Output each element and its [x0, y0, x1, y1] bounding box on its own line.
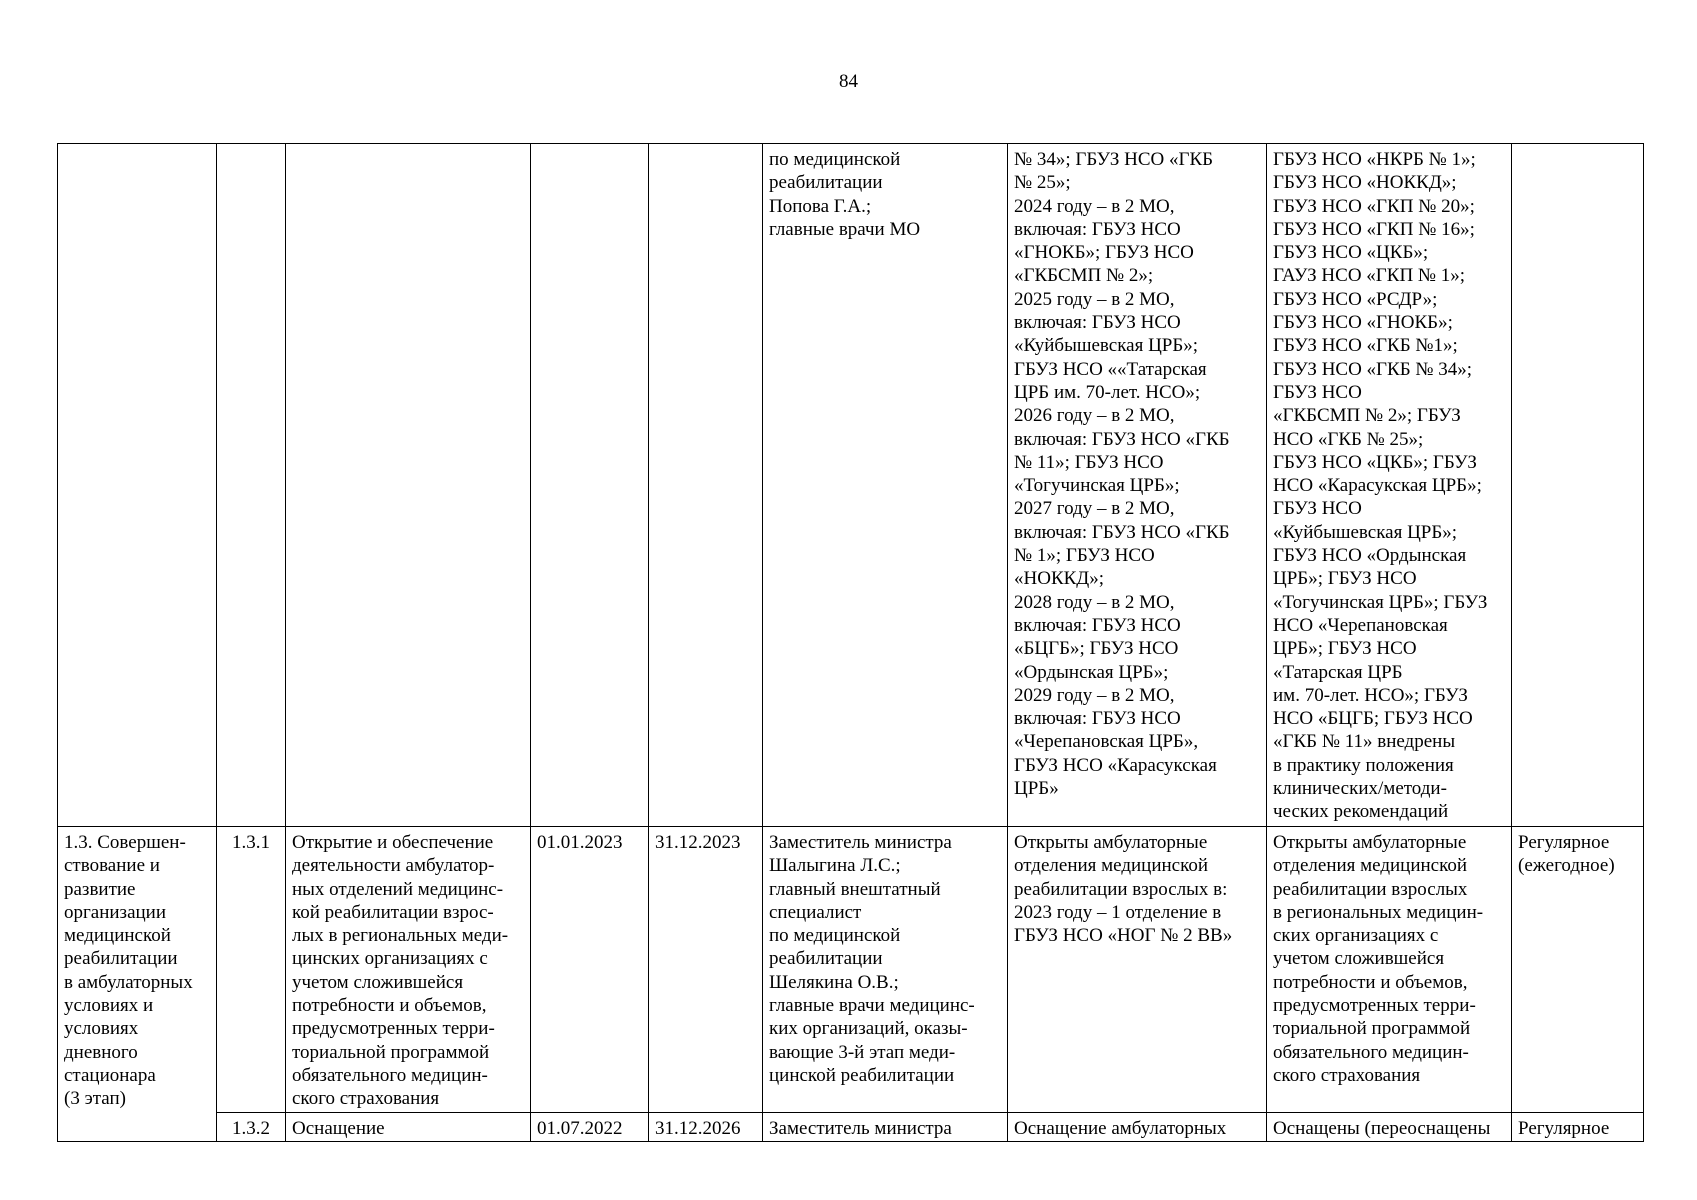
activities-table: [57, 143, 1644, 1142]
number-cell: 1.3.1: [217, 827, 286, 1113]
indicator-cell: Открыты амбулаторные отделения медицинской реабилитации взрослых в: 2023 году – 1 отделение в ГБУЗ НСО «НОГ № 2 ВВ»: [1008, 827, 1267, 1113]
event-cell: Открытие и обеспечение деятельности амбулатор- ных отделений медицинс- кой реабилитации взрос- лых в региональных меди- цинских организациях с учетом сложившейся потребности и объемов, предусмотренных терри- ториальной программой обязательного медицин- ского страхования: [286, 827, 531, 1113]
end-date-cell: 31.12.2023: [649, 827, 763, 1113]
event-cell: Оснащение: [286, 1113, 531, 1142]
result-cell: ГБУЗ НСО «НКРБ № 1»; ГБУЗ НСО «НОККД»; ГБУЗ НСО «ГКП № 20»; ГБУЗ НСО «ГКП № 16»; ГБУЗ НСО «ЦКБ»; ГАУЗ НСО «ГКП № 1»; ГБУЗ НСО «РСДР»; ГБУЗ НСО «ГНОКБ»; ГБУЗ НСО «ГКБ №1»; ГБУЗ НСО «ГКБ № 34»; ГБУЗ НСО «ГКБСМП № 2»; ГБУЗ НСО «ГКБ № 25»; ГБУЗ НСО «ЦКБ»; ГБУЗ НСО «Карасукская ЦРБ»; ГБУЗ НСО «Куйбышевская ЦРБ»; ГБУЗ НСО «Ордынская ЦРБ»; ГБУЗ НСО «Тогучинская ЦРБ»; ГБУЗ НСО «Черепановская ЦРБ»; ГБУЗ НСО «Татарская ЦРБ им. 70-лет. НСО»; ГБУЗ НСО «БЦГБ; ГБУЗ НСО «ГКБ № 11» внедрены в практику положения клинических/методи- ческих рекомендаций: [1267, 144, 1512, 827]
section-cell: 1.3. Совершен- ствование и развитие организации медицинской реабилитации в амбулаторных условиях и условиях дневного стационара (3 этап): [58, 827, 217, 1142]
responsible-cell: Заместитель министра Шалыгина Л.С.; главный внештатный специалист по медицинской реабилитации Шелякина О.В.; главные врачи медицинс- ких организаций, оказы- вающие 3-й этап меди- цинской реабилитации: [763, 827, 1008, 1113]
end-date-cell: 31.12.2026: [649, 1113, 763, 1142]
type-cell: [1512, 144, 1644, 827]
table-row: [58, 827, 1644, 1113]
start-date-cell: [531, 144, 649, 827]
number-cell: 1.3.2: [217, 1113, 286, 1142]
page-number: 84: [839, 71, 858, 92]
start-date-cell: 01.01.2023: [531, 827, 649, 1113]
start-date-cell: 01.07.2022: [531, 1113, 649, 1142]
section-cell: [58, 144, 217, 827]
type-cell: Регулярное: [1512, 1113, 1644, 1142]
table-row: [58, 144, 1644, 827]
event-cell: [286, 144, 531, 827]
type-cell: Регулярное (ежегодное): [1512, 827, 1644, 1113]
responsible-cell: по медицинской реабилитации Попова Г.А.; главные врачи МО: [763, 144, 1008, 827]
result-cell: Открыты амбулаторные отделения медицинской реабилитации взрослых в региональных медицин- ских организациях с учетом сложившейся потребности и объемов, предусмотренных терри- ториальной программой обязательного медицин- ского страхования: [1267, 827, 1512, 1113]
responsible-cell: Заместитель министра: [763, 1113, 1008, 1142]
indicator-cell: № 34»; ГБУЗ НСО «ГКБ № 25»; 2024 году – в 2 МО, включая: ГБУЗ НСО «ГНОКБ»; ГБУЗ НСО «ГКБСМП № 2»; 2025 году – в 2 МО, включая: ГБУЗ НСО «Куйбышевская ЦРБ»; ГБУЗ НСО ««Татарская ЦРБ им. 70-лет. НСО»; 2026 году – в 2 МО, включая: ГБУЗ НСО «ГКБ № 11»; ГБУЗ НСО «Тогучинская ЦРБ»; 2027 году – в 2 МО, включая: ГБУЗ НСО «ГКБ № 1»; ГБУЗ НСО «НОККД»; 2028 году – в 2 МО, включая: ГБУЗ НСО «БЦГБ»; ГБУЗ НСО «Ордынская ЦРБ»; 2029 году – в 2 МО, включая: ГБУЗ НСО «Черепановская ЦРБ», ГБУЗ НСО «Карасукская ЦРБ»: [1008, 144, 1267, 827]
end-date-cell: [649, 144, 763, 827]
indicator-cell: Оснащение амбулаторных: [1008, 1113, 1267, 1142]
table-row: [58, 1113, 1644, 1142]
number-cell: [217, 144, 286, 827]
result-cell: Оснащены (переоснащены: [1267, 1113, 1512, 1142]
